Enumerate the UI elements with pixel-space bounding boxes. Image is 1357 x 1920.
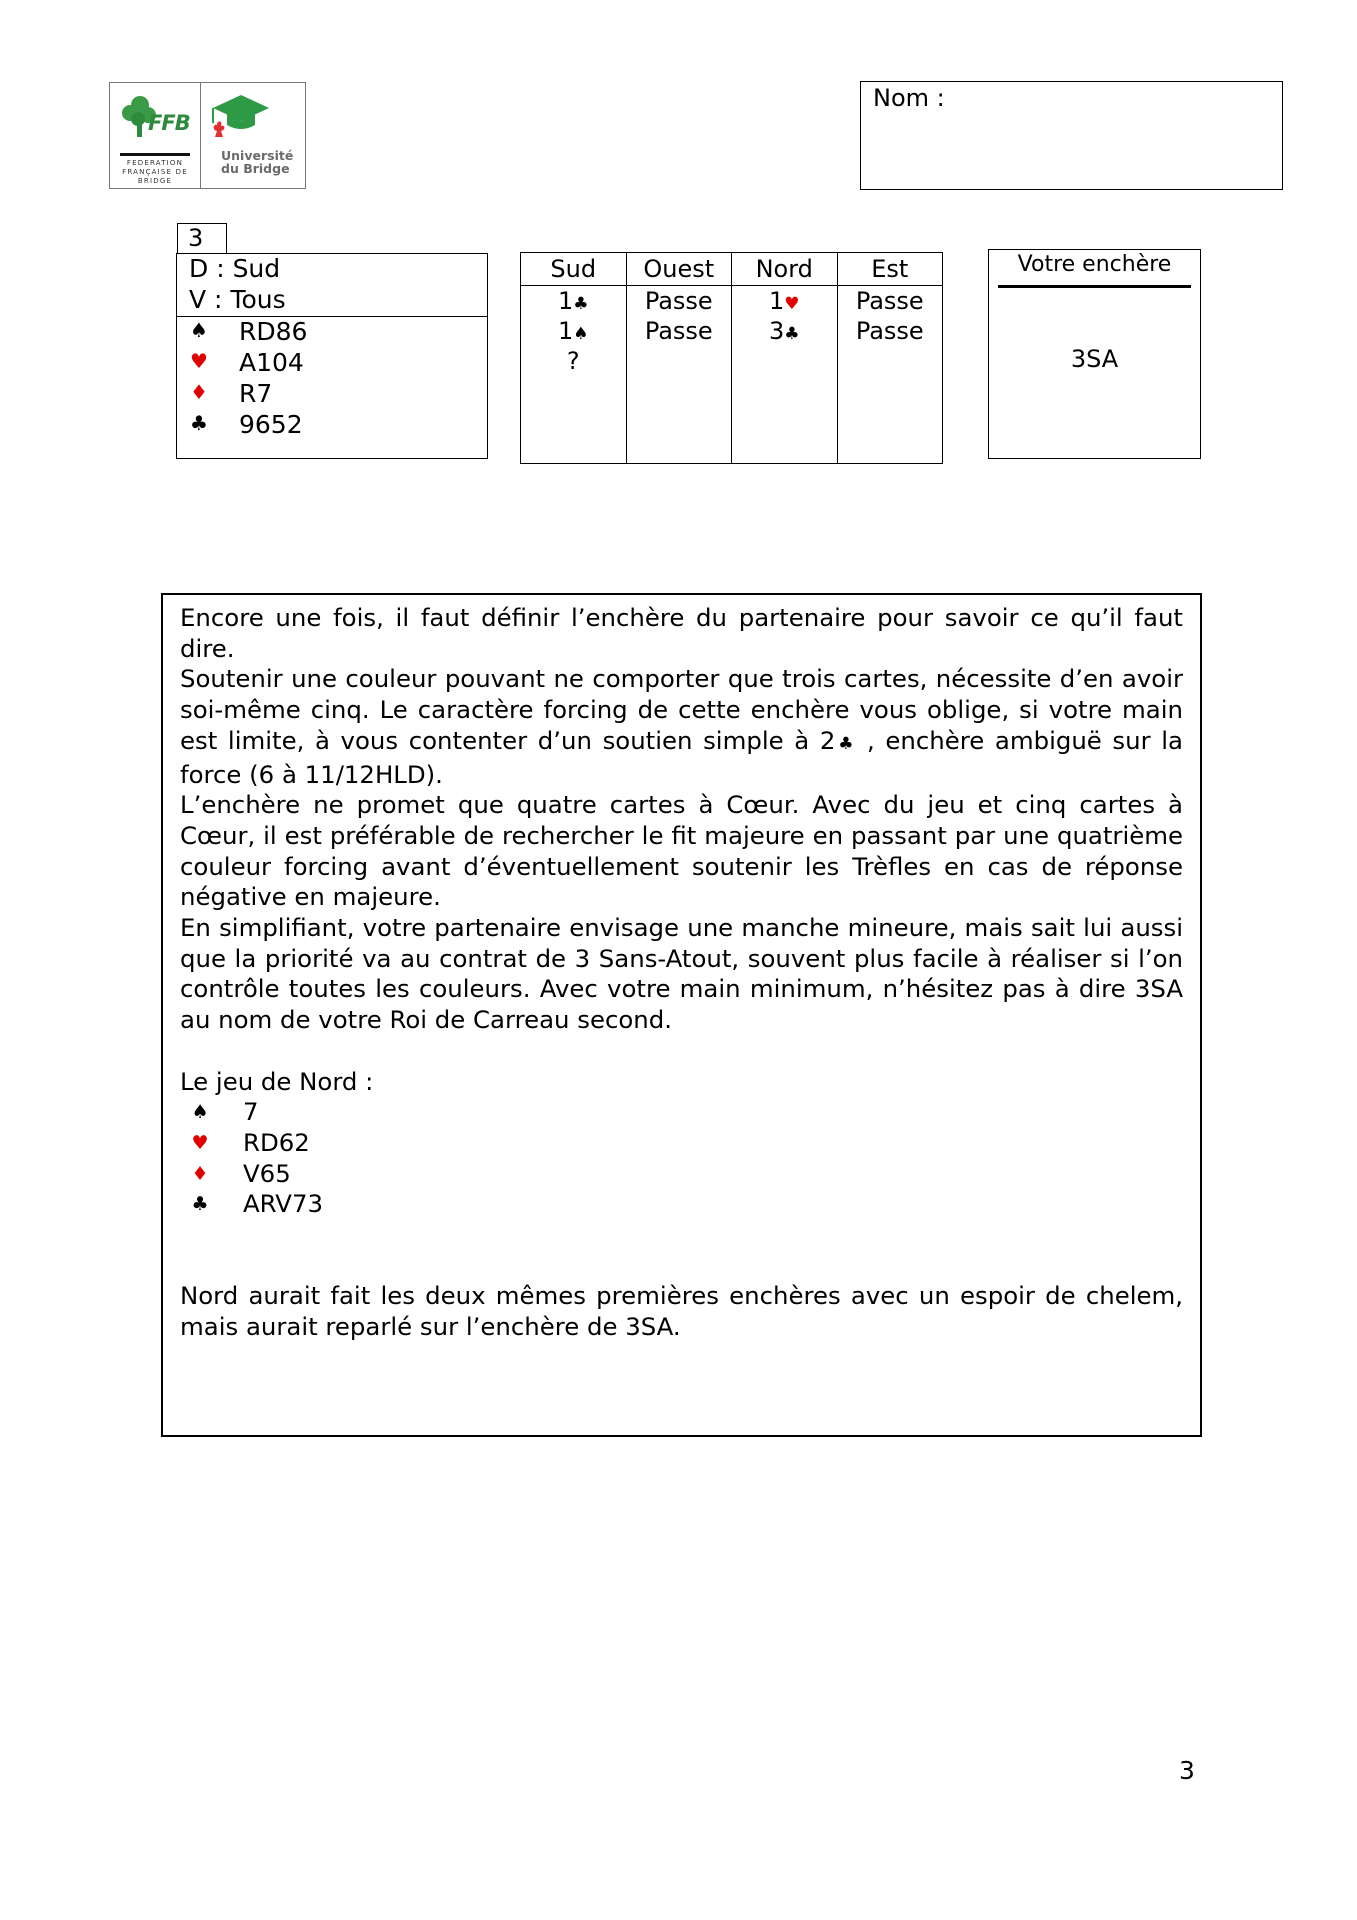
ffb-logo <box>110 83 201 188</box>
name-label: Nom : <box>873 84 945 112</box>
deal-number: 3 <box>177 223 227 254</box>
dealer: D : Sud <box>189 254 281 283</box>
column-nord <box>732 253 838 463</box>
north-spades: ♠ 7 <box>191 1097 259 1127</box>
north-hearts: ♥ RD62 <box>191 1127 310 1157</box>
name-field[interactable] <box>860 81 1283 190</box>
conclusion: Nord aurait fait les deux mêmes premières enchères avec un espoir de chelem, mais aurait reparlé sur l’enchère de 3SA. <box>180 1281 1183 1342</box>
hand-spades: RD86 <box>239 317 308 346</box>
header-sud: Sud <box>521 253 626 286</box>
bid-cell: Passe <box>644 317 713 345</box>
club-icon: ♣ <box>835 733 857 754</box>
explanation-box <box>161 593 1202 1437</box>
answer-box <box>988 249 1201 459</box>
club-icon: ♣ <box>784 324 800 344</box>
header-nord: Nord <box>732 253 837 286</box>
answer-title: Votre enchère <box>1017 252 1172 277</box>
paragraph-4: En simplifiant, votre partenaire envisage une manche mineure, mais sait lui aussi que la priorité va au contrat de 3 Sans-Atout, souvent plus facile à réaliser si l’on contrôle toutes les couleurs. Avec votre main minimum, n’hésitez pas à dire 3SA au nom de votre Roi de Carreau second. <box>180 913 1183 1035</box>
heart-icon: ♥ <box>191 1131 209 1154</box>
bid-cell: Passe <box>644 287 713 315</box>
diamond-icon: ♦ <box>191 1162 209 1185</box>
answer-divider <box>998 285 1191 288</box>
north-hand-intro: Le jeu de Nord : <box>180 1066 374 1096</box>
universite-logo <box>201 83 305 188</box>
spade-icon: ♠ <box>191 1101 209 1124</box>
hand-clubs: 9652 <box>239 410 303 439</box>
club-icon: ♣ <box>190 411 208 435</box>
paragraph-1: Encore une fois, il faut définir l’enchère du partenaire pour savoir ce qu’il faut dire. <box>180 603 1183 663</box>
deal-box <box>176 253 488 459</box>
spade-icon: ♠ <box>190 318 208 342</box>
universite-line1: Université <box>221 148 294 163</box>
bid-cell: 3♣ <box>768 317 800 345</box>
header-ouest: Ouest <box>627 253 732 286</box>
answer-value: 3SA <box>1070 345 1119 373</box>
bid-cell: 1♥ <box>768 287 800 315</box>
universite-line2: du Bridge <box>221 161 290 176</box>
paragraph-3: L’enchère ne promet que quatre cartes à Cœur. Avec du jeu et cinq cartes à Cœur, il est préférable de rechercher le fit majeure en passant par une quatrième couleur forcing avant d’éventuellement soutenir les Trèfles en cas de réponse négative en majeure. <box>180 790 1183 912</box>
ffb-wordmark: FFB <box>148 111 190 135</box>
logo <box>109 82 306 189</box>
heart-icon: ♥ <box>190 349 208 373</box>
header-est: Est <box>838 253 943 286</box>
club-icon: ♣ <box>573 294 589 314</box>
column-est <box>838 253 943 463</box>
mortarboard-icon <box>211 93 271 141</box>
hand-hearts: A104 <box>239 348 304 377</box>
ffb-subtitle: FEDERATION FRANÇAISE DE BRIDGE <box>122 159 188 185</box>
north-clubs: ♣ ARV73 <box>191 1189 324 1219</box>
vulnerability: V : Tous <box>189 285 286 314</box>
bid-cell: Passe <box>855 287 924 315</box>
north-diamonds: ♦ V65 <box>191 1158 291 1188</box>
bid-cell: 1♠ <box>557 317 589 345</box>
club-icon: ♣ <box>191 1193 209 1216</box>
bid-cell: Passe <box>855 317 924 345</box>
column-sud <box>521 253 627 463</box>
page-number: 3 <box>1179 1756 1195 1785</box>
column-ouest <box>627 253 733 463</box>
bid-cell: ? <box>566 347 580 375</box>
spade-icon: ♠ <box>573 324 589 344</box>
paragraph-2: Soutenir une couleur pouvant ne comporter que trois cartes, nécessite d’en avoir soi-même cinq. Le caractère forcing de cette enchère vous oblige, si votre main est limite, à vous contenter d’un soutien simple à 2♣ , enchère ambiguë sur la force (6 à 11/12HLD). <box>180 664 1183 789</box>
bidding-table <box>520 252 943 464</box>
diamond-icon: ♦ <box>190 380 208 404</box>
hand-diamonds: R7 <box>239 379 273 408</box>
heart-icon: ♥ <box>784 294 800 314</box>
bid-cell: 1♣ <box>557 287 589 315</box>
